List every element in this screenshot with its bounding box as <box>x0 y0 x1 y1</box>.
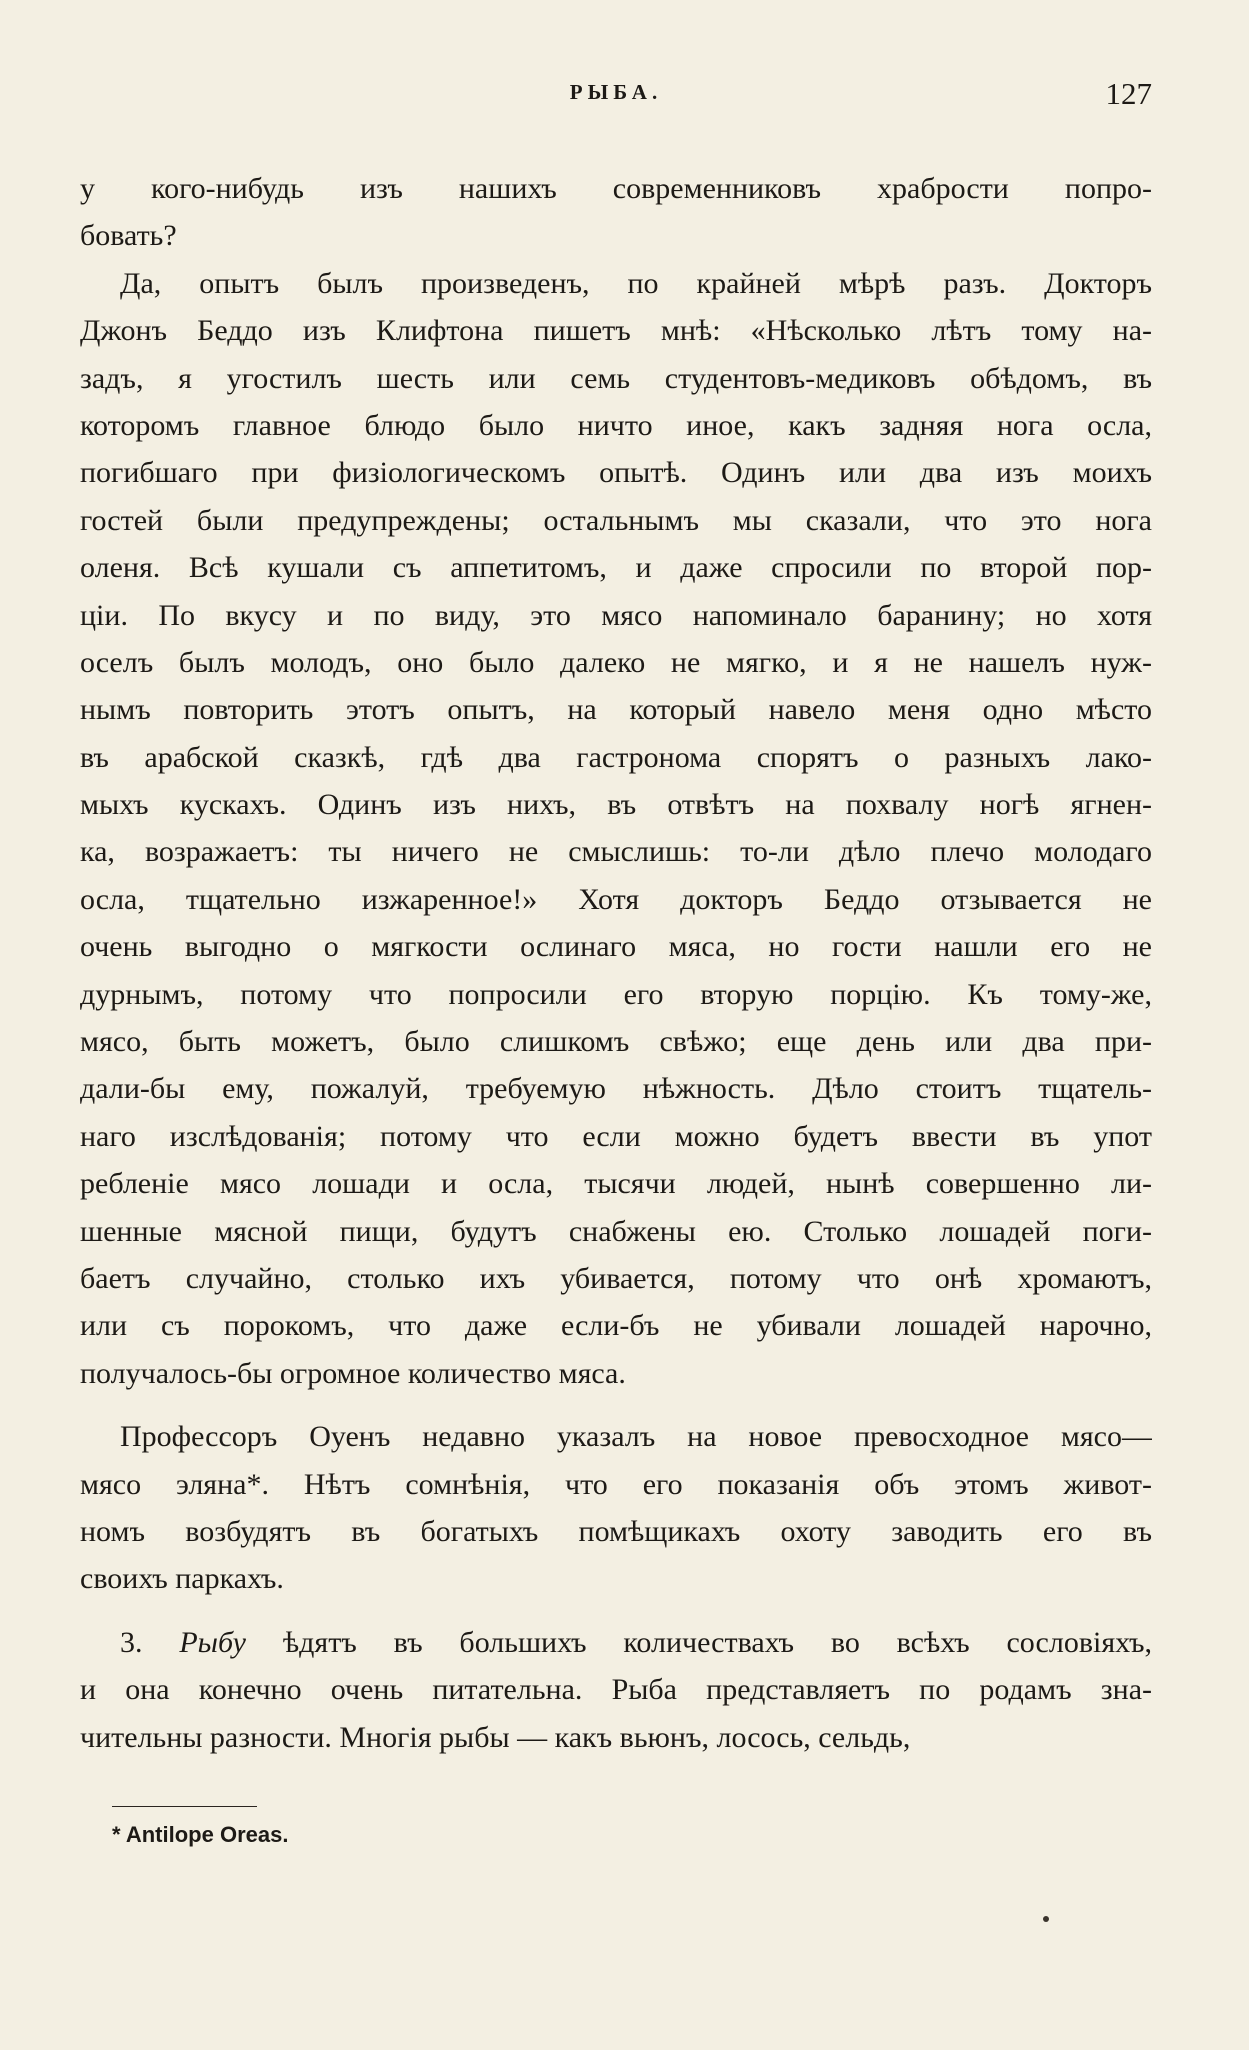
text-line: очень выгодно о мягкости ослинаго мяса, но гости нашли его не <box>80 930 1152 964</box>
text-line: у кого-нибудь изъ нашихъ современниковъ храбрости попро- <box>80 172 1152 205</box>
text-line: въ арабской сказкѣ, гдѣ два гастронома спорятъ о разныхъ лако- <box>80 740 1152 774</box>
text-line: ціи. По вкусу и по виду, это мясо напоминало баранину; но хотя <box>80 598 1152 632</box>
text-line: и она конечно очень питательна. Рыба представляетъ по родамъ зна- <box>80 1673 1152 1707</box>
text-line: которомъ главное блюдо было ничто иное, какъ задняя нога осла, <box>80 408 1152 442</box>
text-line: погибшаго при физіологическомъ опытѣ. Одинъ или два изъ моихъ <box>80 456 1152 490</box>
paper-speck <box>1043 1916 1049 1922</box>
paragraph <box>80 260 1152 1397</box>
text-line: задъ, я угостилъ шесть или семь студентовъ-медиковъ обѣдомъ, въ <box>80 361 1152 395</box>
body-text <box>80 165 1152 1761</box>
text-line: нымъ повторить этотъ опытъ, на который навело меня одно мѣсто <box>80 693 1152 727</box>
text-line: или съ порокомъ, что даже если-бъ не убивали лошадей нарочно, <box>80 1309 1152 1343</box>
text-line: бовать? <box>80 219 177 253</box>
footnote-rule <box>112 1806 257 1807</box>
text-line: Да, опытъ былъ произведенъ, по крайней мѣрѣ разъ. Докторъ <box>120 266 1152 300</box>
running-head <box>80 76 1152 116</box>
text-line: ребленіе мясо лошади и осла, тысячи людей, нынѣ совершенно ли- <box>80 1167 1152 1201</box>
text-line: получалось-бы огромное количество мяса. <box>80 1356 626 1390</box>
text-line: ка, возражаетъ: ты ничего не смыслишь: то-ли дѣло плечо молодаго <box>80 835 1152 869</box>
text-line: осла, тщательно изжаренное!» Хотя докторъ Беддо отзывается не <box>80 882 1152 916</box>
text-line: Джонъ Беддо изъ Клифтона пишетъ мнѣ: «Нѣсколько лѣтъ тому на- <box>80 314 1152 348</box>
paragraph <box>80 165 1152 260</box>
text-line: наго изслѣдованія; потому что если можно будетъ ввести въ упот <box>80 1119 1152 1153</box>
text-line: гостей были предупреждены; остальнымъ мы сказали, что это нога <box>80 503 1152 537</box>
text-line: баетъ случайно, столько ихъ убивается, потому что онѣ хромаютъ, <box>80 1261 1152 1295</box>
text-line: 3. Рыбу ѣдятъ въ большихъ количествахъ во всѣхъ сословіяхъ, <box>120 1625 1152 1659</box>
page-number: 127 <box>1105 76 1152 111</box>
footnote: * Antilope Oreas. <box>112 1822 289 1847</box>
text-line: своихъ паркахъ. <box>80 1562 284 1596</box>
text-line: оселъ былъ молодъ, оно было далеко не мягко, и я не нашелъ нуж- <box>80 645 1152 679</box>
text-line: чительны разности. Многія рыбы — какъ вьюнъ, лосось, сельдь, <box>80 1720 911 1754</box>
paragraph <box>80 1619 1152 1761</box>
text-line: номъ возбудятъ въ богатыхъ помѣщикахъ охоту заводить его въ <box>80 1514 1152 1548</box>
text-line: шенные мясной пищи, будутъ снабжены ею. Столько лошадей поги- <box>80 1214 1152 1248</box>
text-line: оленя. Всѣ кушали съ аппетитомъ, и даже спросили по второй пор- <box>80 551 1152 585</box>
text-line: мыхъ кускахъ. Одинъ изъ нихъ, въ отвѣтъ на похвалу ногѣ ягнен- <box>80 788 1152 822</box>
text-line: дурнымъ, потому что попросили его вторую порцію. Къ тому-же, <box>80 977 1152 1011</box>
paragraph-gap <box>80 1603 1152 1619</box>
text-line: Профессоръ Оуенъ недавно указалъ на новое превосходное мясо— <box>120 1420 1152 1454</box>
paragraph-gap <box>80 1397 1152 1413</box>
paragraph <box>80 1413 1152 1603</box>
text-line: мясо эляна*. Нѣтъ сомнѣнія, что его показанія объ этомъ живот- <box>80 1467 1152 1501</box>
text-line: дали-бы ему, пожалуй, требуемую нѣжность. Дѣло стоитъ тщатель- <box>80 1072 1152 1106</box>
running-head-title: РЫБА. <box>569 80 663 104</box>
text-line: мясо, быть можетъ, было слишкомъ свѣжо; еще день или два при- <box>80 1025 1152 1059</box>
